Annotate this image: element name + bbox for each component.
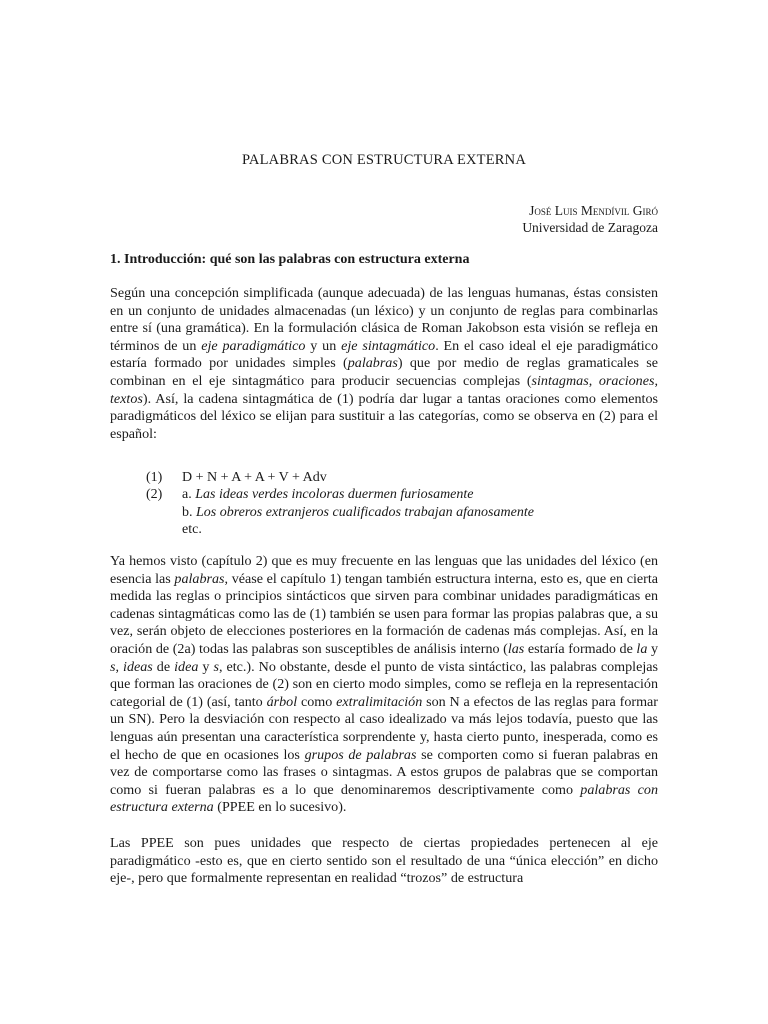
- text-run: (PPEE en lo sucesivo).: [213, 799, 347, 816]
- italic-term: palabras con estructura externa: [110, 781, 658, 816]
- italic-term: eje paradigmático: [201, 337, 306, 354]
- example-sentence: Las ideas verdes incoloras duermen furiosamente: [195, 487, 474, 503]
- text-run: ,: [654, 372, 658, 389]
- author-block: [522, 202, 658, 236]
- example-1: [146, 469, 534, 486]
- italic-term: textos: [110, 390, 143, 407]
- document-title: PALABRAS CON ESTRUCTURA EXTERNA: [241, 152, 527, 168]
- text-run: ,: [588, 372, 599, 389]
- text-run: ). Así, la cadena sintagmática de (1) podría dar lugar a tantas oraciones como elementos paradigmáticos del léxico se elijan para sustituir a las categorías, como se observa en (2) para el español:: [110, 390, 658, 442]
- example-etc: [146, 521, 534, 538]
- example-number: (2): [146, 487, 163, 503]
- example-label: b.: [182, 504, 196, 520]
- text-run: como: [297, 693, 337, 710]
- example-list: [146, 469, 534, 539]
- example-number: (1): [146, 470, 163, 485]
- text-run: ,: [115, 658, 124, 675]
- italic-term: ideas: [123, 658, 153, 675]
- paragraph-3: [110, 835, 658, 888]
- text-run: estaría formado de: [524, 640, 637, 657]
- italic-term: palabras: [174, 570, 225, 587]
- example-number-spacer: [146, 504, 182, 521]
- example-sentence: Los obreros extranjeros cualificados trabajan afanosamente: [196, 504, 534, 520]
- text-run: y: [198, 658, 214, 675]
- text-run: de: [152, 658, 175, 675]
- italic-term: la: [636, 640, 648, 657]
- example-label: a.: [182, 487, 196, 503]
- section-heading: 1. Introducción: qué son las palabras con estructura externa: [110, 252, 470, 267]
- text-run: y: [647, 640, 658, 657]
- italic-term: eje sintagmático: [341, 337, 436, 354]
- example-text: D + N + A + A + V + Adv: [182, 470, 327, 485]
- text-run: ) que por medio de reglas gramaticales se combinan en el eje sintagmático para producir secuencias complejas (: [110, 355, 658, 389]
- text-run: y un: [305, 337, 342, 354]
- text-run: Según una concepción simplificada (aunque adecuada) de las lenguas humanas, éstas consisten en un conjunto de unidades almacenadas (un léxico) y un conjunto de reglas para combinarlas entre sí (una gramática). En la formulación clásica de Roman Jakobson esta visión se refleja en términos de un: [110, 285, 658, 354]
- author-affiliation: Universidad de Zaragoza: [522, 220, 658, 235]
- italic-term: idea: [174, 658, 199, 675]
- italic-term: extralimitación: [336, 693, 423, 710]
- text-run: Ya hemos visto (capítulo 2) que es muy frecuente en las lenguas que las unidades del léxico (en esencia las: [110, 553, 658, 587]
- italic-term: grupos de palabras: [304, 746, 417, 763]
- example-text: [182, 504, 534, 521]
- example-text: etc.: [182, 522, 202, 538]
- example-text: [182, 486, 534, 503]
- text-run: , véase el capítulo 1) tengan también estructura interna, esto es, que en cierta medida las reglas o principios sintácticos que sirven para combinar unidades paradigmáticas en cadenas sintagmáticas como las de (1) también se usen para formar las propias palabras que, a su vez, serán objeto de elecciones posteriores en la formación de cadenas más complejas. Así, en la oración de (2a) todas las palabras son susceptibles de análisis interno (: [110, 570, 658, 657]
- paragraph-2: [110, 553, 658, 817]
- text-run: , etc.). No obstante, desde el punto de vista sintáctico, las palabras complejas que forman las oraciones de (2) son en cierto modo simples, como se refleja en la representación categorial de (1) (así, tanto: [110, 658, 658, 710]
- example-number-spacer: [146, 521, 182, 538]
- italic-term: palabras: [347, 355, 398, 372]
- italic-term: oraciones: [598, 372, 655, 389]
- author-name: José Luis Mendívil Giró: [529, 203, 658, 218]
- text-run: se comporten como si fueran palabras en vez de comportarse como las frases o sintagmas. A estos grupos de palabras que se comportan como si fueran palabras es a lo que denominaremos descriptivamente como: [110, 746, 658, 798]
- paragraph-1: [110, 285, 658, 443]
- italic-term: s: [110, 658, 116, 675]
- italic-term: árbol: [266, 693, 298, 710]
- text-run: son N a efectos de las reglas para formar un SN). Pero la desviación con respecto al caso idealizado va más lejos todavía, puesto que las lenguas aún presentan una característica sorprendente y, hasta cierto punto, inesperada, como es el hecho de que en ocasiones los: [110, 693, 659, 763]
- italic-term: las: [507, 640, 525, 657]
- text-run: . En el caso ideal el eje paradigmático estaría formado por unidades simples (: [110, 337, 658, 372]
- italic-term: s: [213, 658, 219, 675]
- italic-term: sintagmas: [531, 372, 589, 389]
- text-run: Las PPEE son pues unidades que respecto de ciertas propiedades pertenecen al eje paradigmático -esto es, que en cierto sentido son el resultado de una “única elección” en dicho eje-, pero que formalmente representan en realidad “trozos” de estructura: [110, 835, 658, 887]
- example-2b: [146, 504, 534, 521]
- example-2a: [146, 486, 534, 503]
